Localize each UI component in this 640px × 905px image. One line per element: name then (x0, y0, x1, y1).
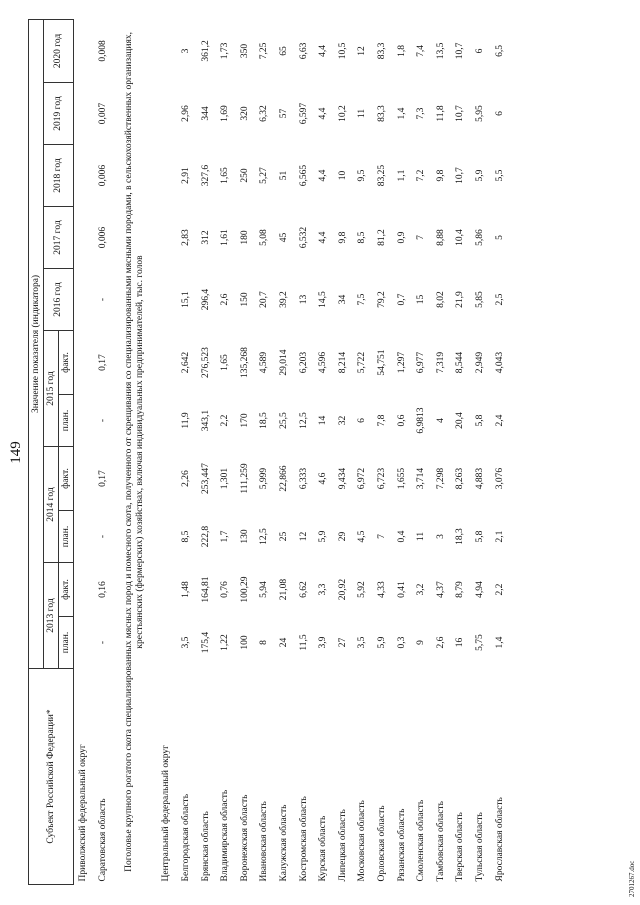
table-row (196, 19, 216, 884)
value-cell: 8,02 (435, 291, 446, 308)
region-name: Тверская область (455, 812, 466, 882)
header-plan: план. (59, 511, 74, 563)
value-cell: 15,1 (181, 291, 192, 308)
value-cell: 7,4 (416, 45, 427, 57)
region-name: Брянская область (200, 811, 211, 882)
value-cell: 0,006 (97, 226, 108, 249)
value-cell: 6 (494, 111, 505, 116)
value-cell: 5,9 (474, 169, 485, 182)
value-cell: 2,91 (181, 167, 192, 184)
value-cell: 22,866 (279, 465, 290, 492)
value-cell: 1,297 (396, 351, 407, 374)
region-name: Белгородская область (181, 793, 192, 882)
value-cell: 24 (279, 637, 290, 648)
value-cell: 9,8 (337, 231, 348, 244)
header-year: 2016 год (44, 269, 74, 331)
value-cell: - (97, 534, 108, 539)
value-cell: 1,48 (181, 581, 192, 598)
value-cell: 34 (337, 294, 348, 305)
value-cell: 4,589 (259, 351, 270, 374)
value-cell: 2,6 (435, 636, 446, 649)
value-cell: 4,4 (318, 107, 329, 120)
value-cell: 4,596 (318, 351, 329, 374)
value-cell: 0,17 (97, 470, 108, 487)
value-cell: 12,5 (298, 412, 309, 429)
value-cell: 7,319 (435, 351, 446, 374)
region-name: Орловская область (377, 805, 388, 882)
value-cell: 170 (239, 413, 250, 428)
value-cell: 6 (357, 418, 368, 423)
value-cell: 2,83 (181, 229, 192, 246)
value-cell: 11,5 (298, 634, 309, 651)
region-name: Тульская область (474, 812, 485, 882)
value-cell: 11 (357, 108, 368, 119)
value-cell: 15 (416, 294, 427, 305)
region-name: Ярославская область (494, 797, 505, 882)
value-cell: 25 (279, 531, 290, 542)
region-name: Липецкая область (337, 809, 348, 882)
value-cell: 5,9 (318, 530, 329, 543)
value-cell: 1,7 (220, 530, 231, 543)
value-cell: 83,3 (377, 105, 388, 122)
value-cell: 20,4 (455, 412, 466, 429)
value-cell: 0,6 (396, 414, 407, 427)
value-cell: 8,5 (357, 231, 368, 244)
value-cell: 180 (239, 230, 250, 245)
section-title: Центральный федеральный округ (161, 745, 172, 882)
value-cell: 8,79 (455, 581, 466, 598)
value-cell: 4,94 (474, 581, 485, 598)
region-name: Саратовская область (97, 798, 108, 882)
value-cell: 39,2 (279, 291, 290, 308)
value-cell: 27 (337, 637, 348, 648)
table-row (255, 19, 275, 884)
value-cell: 0,007 (97, 102, 108, 125)
value-cell: 10 (337, 170, 348, 181)
value-cell: 16 (455, 637, 466, 648)
value-cell: 5,5 (494, 169, 505, 182)
value-cell: 1,65 (220, 354, 231, 371)
section-title: Приволжский федеральный округ (78, 744, 89, 882)
value-cell: 6,5 (494, 45, 505, 57)
value-cell: 18,3 (455, 528, 466, 545)
value-cell: 253,447 (200, 463, 211, 494)
value-cell: 5,95 (474, 105, 485, 122)
value-cell: 57 (279, 108, 290, 119)
value-cell: 54,751 (377, 349, 388, 376)
footer-filename: 2701267.doc (628, 860, 636, 897)
value-cell: 1,22 (220, 634, 231, 651)
region-name: Владимирская область (220, 789, 231, 882)
table-row (94, 19, 114, 884)
value-cell: 83,25 (377, 164, 388, 187)
value-cell: 7,5 (357, 293, 368, 306)
value-cell: 7,298 (435, 467, 446, 490)
value-cell: 2,642 (181, 351, 192, 374)
value-cell: 3,3 (318, 583, 329, 596)
value-cell: 32 (337, 415, 348, 426)
table-row (275, 19, 295, 884)
value-cell: 6,63 (298, 42, 309, 60)
value-cell: 4,883 (474, 467, 485, 490)
value-cell: 6,977 (416, 351, 427, 374)
value-cell: 9 (416, 640, 427, 645)
value-cell: 222,8 (200, 525, 211, 548)
value-cell: 8 (259, 640, 270, 645)
table-row (353, 19, 373, 884)
value-cell: 100,29 (239, 576, 250, 603)
value-cell: 12 (357, 46, 368, 56)
table-row (451, 19, 471, 884)
value-cell: 1,8 (396, 45, 407, 57)
value-cell: 0,008 (97, 40, 108, 62)
value-cell: 10,5 (337, 42, 348, 60)
table-row (471, 19, 491, 884)
region-name: Костромская область (298, 796, 309, 882)
region-name: Рязанская область (396, 808, 407, 882)
value-cell: 25,5 (279, 412, 290, 429)
indicator-title: Поголовье крупного рогатого скота специализированных мясных пород и помесного скота, полученного от скрещивания со специализированными мясными породами, в сельскохозяйственных организациях, крестьянских (фермерских) хозяйствах, включая индивидуальных предпринимателей, тыс. голов (124, 32, 146, 872)
header-year: 2014 год (44, 447, 59, 563)
value-cell: 312 (200, 230, 211, 245)
table-row (373, 19, 393, 884)
value-cell: 0,006 (97, 164, 108, 187)
value-cell: 10,7 (455, 42, 466, 60)
header-year: 2018 год (44, 145, 74, 207)
value-cell: 11,9 (181, 412, 192, 429)
section-row (74, 19, 94, 884)
value-cell: 5,94 (259, 581, 270, 598)
header-indicator-value: Значение показателя (индикатора) (29, 19, 44, 668)
value-cell: 21,08 (279, 578, 290, 601)
value-cell: 4,33 (377, 581, 388, 598)
value-cell: 5,85 (474, 291, 485, 308)
value-cell: 21,9 (455, 291, 466, 308)
value-cell: 7,3 (416, 107, 427, 120)
value-cell: 20,7 (259, 291, 270, 308)
value-cell: 8,544 (455, 351, 466, 374)
value-cell: 29,014 (279, 349, 290, 376)
value-cell: 164,81 (200, 576, 211, 603)
value-cell: 3,076 (494, 467, 505, 490)
value-cell: 3,5 (181, 636, 192, 649)
region-name: Смоленская область (416, 799, 427, 882)
value-cell: 5 (494, 235, 505, 240)
value-cell: 11 (416, 531, 427, 542)
table-row (334, 19, 354, 884)
value-cell: 7 (377, 534, 388, 539)
value-cell: 5,999 (259, 467, 270, 490)
value-cell: 83,3 (377, 42, 388, 60)
header-year: 2015 год (44, 331, 59, 447)
value-cell: 9,8 (435, 169, 446, 182)
value-cell: 12 (298, 531, 309, 542)
header-fact: факт. (59, 331, 74, 395)
table-row (314, 19, 334, 884)
table-row (412, 19, 432, 884)
value-cell: 3,5 (357, 636, 368, 649)
value-cell: 3,2 (416, 583, 427, 596)
value-cell: 276,523 (200, 347, 211, 378)
section-row (157, 19, 177, 884)
value-cell: 0,17 (97, 354, 108, 371)
value-cell: 0,9 (396, 231, 407, 244)
value-cell: 6,597 (298, 102, 309, 125)
value-cell: 1,1 (396, 169, 407, 182)
value-cell: 9,5 (357, 169, 368, 182)
indicator-table (28, 19, 510, 885)
value-cell: - (97, 640, 108, 645)
value-cell: - (97, 418, 108, 423)
value-cell: 1,65 (220, 167, 231, 184)
value-cell: 344 (200, 106, 211, 121)
value-cell: 1,69 (220, 105, 231, 122)
value-cell: 8,5 (181, 530, 192, 543)
value-cell: 18,5 (259, 412, 270, 429)
header-year: 2013 год (44, 563, 59, 669)
value-cell: 12,5 (259, 528, 270, 545)
value-cell: 343,1 (200, 409, 211, 432)
value-cell: 65 (279, 46, 290, 56)
value-cell: 320 (239, 106, 250, 121)
header-year: 2017 год (44, 207, 74, 269)
table-row (432, 19, 452, 884)
value-cell: 7,8 (377, 414, 388, 427)
value-cell: 1,655 (396, 467, 407, 490)
value-cell: 2,1 (494, 530, 505, 543)
value-cell: 29 (337, 531, 348, 542)
table-row (392, 19, 412, 884)
value-cell: 100 (239, 635, 250, 650)
header-year: 2019 год (44, 83, 74, 145)
value-cell: 2,96 (181, 105, 192, 122)
value-cell: 45 (279, 232, 290, 243)
value-cell: 135,268 (239, 347, 250, 378)
value-cell: 0,3 (396, 636, 407, 649)
header-fact: факт. (59, 447, 74, 511)
value-cell: 8,214 (337, 351, 348, 374)
value-cell: 2,949 (474, 351, 485, 374)
value-cell: 3 (181, 48, 192, 54)
value-cell: 4,4 (318, 231, 329, 244)
header-year: 2020 год (44, 19, 74, 82)
value-cell: 4,043 (494, 351, 505, 374)
value-cell: 0,76 (220, 581, 231, 598)
value-cell: 8,88 (435, 229, 446, 246)
region-name: Ивановская область (259, 801, 270, 882)
value-cell: 51 (279, 170, 290, 181)
value-cell: 14,5 (318, 291, 329, 308)
value-cell: 4,6 (318, 472, 329, 485)
value-cell: 1,4 (396, 107, 407, 120)
value-cell: 20,92 (337, 578, 348, 601)
table-row (236, 19, 256, 884)
table-row (294, 19, 314, 884)
value-cell: 7,2 (416, 169, 427, 182)
region-name: Калужская область (279, 804, 290, 882)
value-cell: 10,2 (337, 105, 348, 122)
value-cell: 4,37 (435, 581, 446, 598)
value-cell: 175,4 (200, 631, 211, 654)
value-cell: 7 (416, 235, 427, 240)
value-cell: 150 (239, 292, 250, 307)
value-cell: 250 (239, 168, 250, 183)
value-cell: 10,7 (455, 105, 466, 122)
header-subject: Субъект Российской Федерации* (29, 669, 74, 885)
table-header (29, 19, 74, 884)
indicator-row (113, 19, 157, 884)
value-cell: 6,9813 (416, 407, 427, 434)
value-cell: 327,6 (200, 164, 211, 187)
value-cell: 3,9 (318, 636, 329, 649)
value-cell: 8,263 (455, 467, 466, 490)
value-cell: 5,27 (259, 167, 270, 184)
value-cell: 9,434 (337, 467, 348, 490)
value-cell: 130 (239, 529, 250, 544)
value-cell: 6,565 (298, 164, 309, 187)
value-cell: 2,2 (494, 583, 505, 596)
value-cell: 11,8 (435, 105, 446, 122)
header-plan: план. (59, 617, 74, 669)
page-number: 149 (8, 441, 24, 464)
table-body (74, 19, 510, 884)
region-name: Московская область (357, 800, 368, 882)
value-cell: 6,62 (298, 581, 309, 598)
value-cell: 2,26 (181, 470, 192, 487)
value-cell: 81,2 (377, 229, 388, 246)
value-cell: 4,4 (318, 45, 329, 57)
value-cell: 1,61 (220, 229, 231, 246)
region-name: Тамбовская область (435, 801, 446, 882)
table-row (177, 19, 197, 884)
value-cell: 13 (298, 294, 309, 305)
value-cell: 5,75 (474, 634, 485, 651)
value-cell: 6,333 (298, 467, 309, 490)
value-cell: 0,16 (97, 581, 108, 598)
table-row (216, 19, 236, 884)
value-cell: 13,5 (435, 42, 446, 60)
value-cell: 361,2 (200, 40, 211, 62)
value-cell: 2,6 (220, 293, 231, 306)
value-cell: 5,9 (377, 636, 388, 649)
value-cell: 1,301 (220, 467, 231, 490)
value-cell: 4,5 (357, 530, 368, 543)
value-cell: 79,2 (377, 291, 388, 308)
value-cell: 1,4 (494, 636, 505, 649)
header-fact: факт. (59, 563, 74, 617)
value-cell: 4,4 (318, 169, 329, 182)
value-cell: 6,532 (298, 226, 309, 249)
value-cell: 3,714 (416, 467, 427, 490)
value-cell: 2,2 (220, 414, 231, 427)
value-cell: 6,723 (377, 467, 388, 490)
table-row (490, 19, 510, 884)
value-cell: 7,25 (259, 42, 270, 60)
value-cell: 6,32 (259, 105, 270, 122)
value-cell: 0,4 (396, 530, 407, 543)
value-cell: 5,722 (357, 351, 368, 374)
value-cell: 10,4 (455, 229, 466, 246)
value-cell: 6,972 (357, 467, 368, 490)
value-cell: 0,41 (396, 581, 407, 598)
value-cell: 3 (435, 534, 446, 539)
value-cell: 1,73 (220, 42, 231, 60)
value-cell: 5,86 (474, 229, 485, 246)
value-cell: 10,7 (455, 167, 466, 184)
value-cell: 6,203 (298, 351, 309, 374)
value-cell: 4 (435, 418, 446, 423)
value-cell: 5,08 (259, 229, 270, 246)
value-cell: 350 (239, 43, 250, 59)
value-cell: - (97, 297, 108, 302)
region-name: Воронежская область (239, 794, 250, 882)
header-plan: план. (59, 395, 74, 447)
value-cell: 2,5 (494, 293, 505, 306)
region-name: Курская область (318, 815, 329, 882)
value-cell: 5,92 (357, 581, 368, 598)
value-cell: 14 (318, 415, 329, 426)
value-cell: 296,4 (200, 288, 211, 311)
value-cell: 2,4 (494, 414, 505, 427)
value-cell: 6 (474, 48, 485, 54)
value-cell: 5,8 (474, 530, 485, 543)
value-cell: 111,259 (239, 463, 250, 494)
value-cell: 5,8 (474, 414, 485, 427)
value-cell: 0,7 (396, 293, 407, 306)
